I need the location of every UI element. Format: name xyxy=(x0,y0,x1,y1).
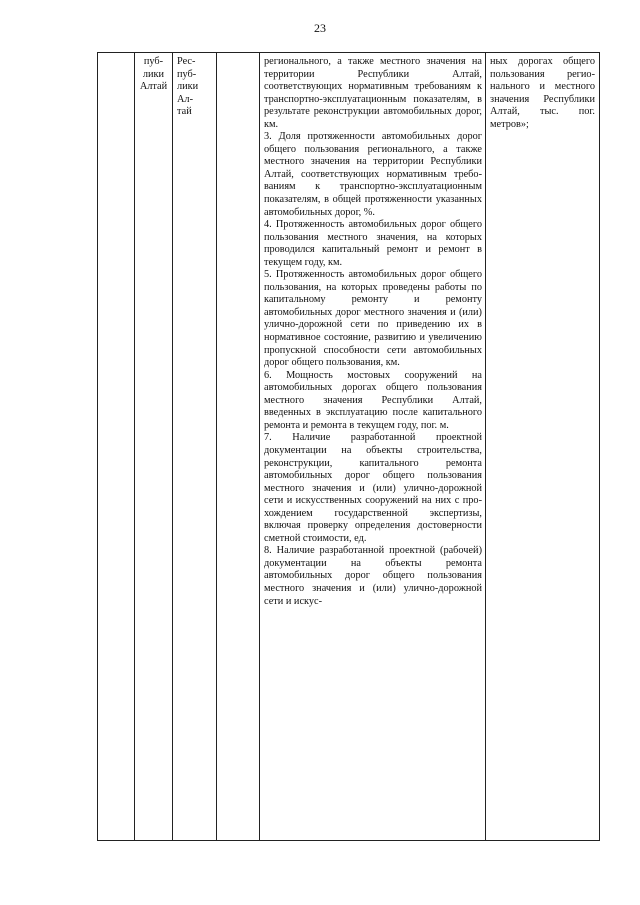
cell-text-line: лики xyxy=(177,81,199,93)
table-cell-units xyxy=(486,53,600,841)
indicator-text: регионального, а также местного значения на территории Республики Алтай, соответствующих нормативным требованиям к транспортно-эксплуатационным показателям, в результате реконструкции автомобильных дорог, км. xyxy=(264,56,482,130)
indicator-text: 4. Протяженность автомобильных дорог общего пользования местного значения, на которых проводился капитальный ремонт и ремонт в текущем году, км. xyxy=(264,219,482,268)
units-text: ных дорогах общего пользования регионального и местного значения Республики Алтай, тыс. пог. метров»; xyxy=(490,56,595,130)
document-table xyxy=(97,52,600,841)
table-cell-region xyxy=(135,53,173,841)
cell-text-line: Рес- xyxy=(177,56,196,67)
page-number: 23 xyxy=(314,21,326,35)
indicator-text: 3. Доля протяженности автомобильных дорог общего пользования регионального, а также местного значения на территории Республики Алтай, соответствующих нормативным требованиям к транспортно-эксплуатационным показателям, в общей протяженности указанных автомобильных дорог, %. xyxy=(264,131,482,218)
table-cell-region-2 xyxy=(173,53,217,841)
table-cell-indicators xyxy=(260,53,486,841)
indicator-text: 7. Наличие разработанной проектной документации на объекты строительства, реконструкции, капитального ремонта автомобильных дорог общего пользования местного значения и (или) улично-дорожной сети и искусственных сооружений на них с прохождением государственной экспертизы, включая проверку определения достоверности сметной стоимости, ед. xyxy=(264,432,482,544)
indicator-text: 8. Наличие разработанной проектной (рабочей) документации на объекты ремонта автомобильных дорог общего пользования местного значения и (или) улично-дорожной сети и искус- xyxy=(264,545,482,607)
cell-text-line: лики xyxy=(142,68,165,80)
cell-text-line: пуб- xyxy=(143,56,164,67)
table-cell-empty xyxy=(98,53,135,841)
table-row xyxy=(98,53,600,841)
indicator-text: 5. Протяженность автомобильных дорог общего пользования, на которых проведены работы по капитальному ремонту и ремонту автомобильных дорог местного значения и (или) улично-дорожной сети по приведению их в нормативное состояние, развитию и увеличению пропускной способности сети автомобильных дорог общего пользования, км. xyxy=(264,269,482,369)
indicator-text: 6. Мощность мостовых сооружений на автомобильных дорогах общего пользования местного значения Республики Алтай, введенных в эксплуатацию после капитального ремонта и ремонта в текущем году, пог. м. xyxy=(264,369,482,431)
cell-text-line: пуб- xyxy=(177,68,197,80)
cell-text-line: Ал- xyxy=(177,93,194,105)
cell-text-line: Алтай xyxy=(139,81,168,93)
cell-text-line: тай xyxy=(177,106,192,118)
table-cell-empty xyxy=(217,53,260,841)
